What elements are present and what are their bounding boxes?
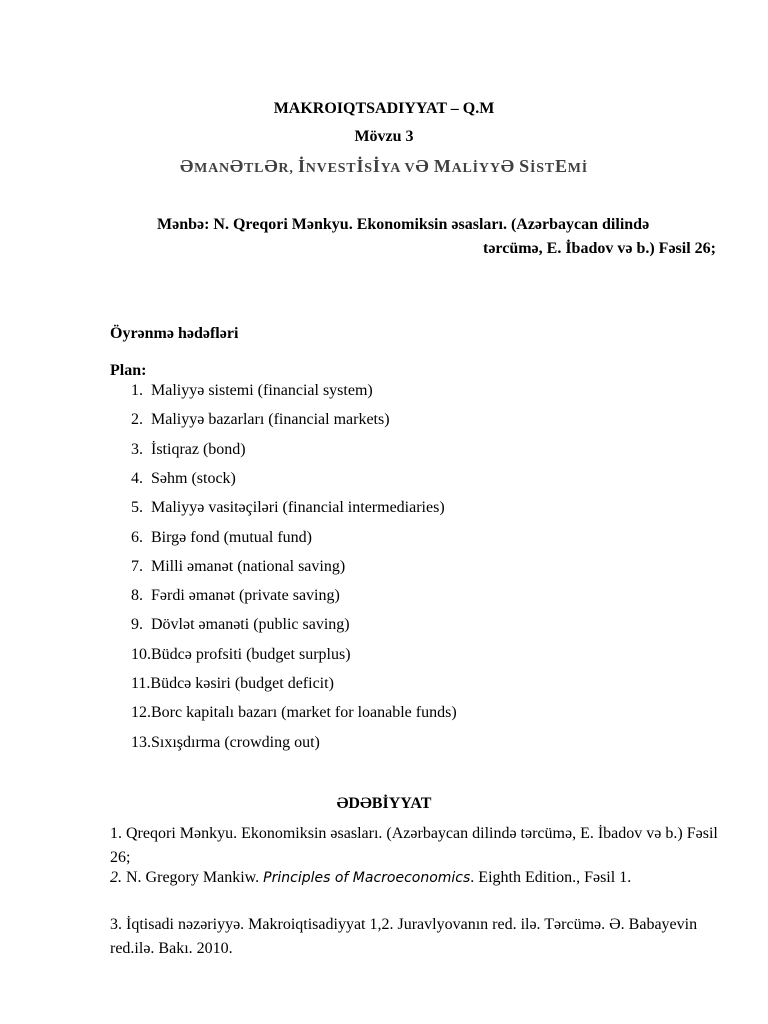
plan-item-text: Səhm (stock)	[151, 469, 236, 487]
plan-item	[131, 529, 312, 547]
plan-item-number: 5.	[131, 499, 143, 517]
plan-item	[131, 441, 246, 459]
reference-2-title: Principles of Macroeconomics	[263, 870, 471, 886]
topic-title-part: Ə	[264, 156, 279, 176]
plan-item	[131, 646, 351, 664]
plan-item-text: Maliyyə bazarları (financial markets)	[151, 411, 390, 429]
reference-2-rest: . Eighth Edition., Fəsil 1.	[470, 869, 632, 886]
plan-item-number: 1.	[131, 382, 143, 399]
topic-title-part: NVEST	[305, 161, 357, 176]
plan-item-text: Milli əmanət (national saving)	[151, 557, 346, 575]
plan-item	[131, 734, 320, 752]
topic-title-part: Ə	[179, 156, 195, 176]
plan-item	[131, 558, 345, 576]
plan-item	[131, 675, 334, 693]
topic-title-part: M	[433, 156, 452, 176]
reference-1: 1. Qreqori Mənkyu. Ekonomiksin əsasları. (Azərbaycan dilində tərcümə, E. İbadov və b.) Fəsil 26;	[110, 825, 718, 866]
plan-item-number: 3.	[131, 440, 143, 458]
plan-item-text: Maliyyə sistemi (financial system)	[151, 382, 373, 399]
plan-item-text: Fərdi əmanət (private saving)	[151, 587, 340, 605]
topic-title-part: S	[364, 161, 373, 176]
plan-item-number: 2.	[131, 411, 143, 429]
topic-number: Mövzu 3	[354, 128, 414, 145]
plan-item-text: Büdcə profsiti (budget surplus)	[151, 645, 351, 663]
plan-item-number: 8.	[131, 587, 143, 605]
topic-title-part: MAN	[194, 161, 230, 176]
reference-2-author: N. Gregory Mankiw.	[122, 869, 264, 886]
topic-title-part: S	[519, 156, 530, 176]
topic-title-part: ALİYY	[451, 161, 501, 176]
reference-2-number: 2.	[110, 869, 122, 886]
source-line-2: tərcümə, E. İbadov və b.) Fəsil 26;	[482, 240, 716, 257]
plan-item-text: İstiqraz (bond)	[151, 440, 246, 458]
plan-item-text: Sıxışdırma (crowding out)	[151, 733, 320, 751]
topic-title-part: İ	[297, 156, 306, 176]
plan-item	[131, 470, 236, 488]
topic-title	[0, 156, 768, 177]
topic-title-part: R,	[278, 161, 298, 176]
plan-item-number: 7.	[131, 557, 143, 575]
topic-title-part: İST	[529, 161, 555, 176]
topic-title-part: Ə	[229, 156, 245, 176]
plan-item-text: Dövlət əmanəti (public saving)	[151, 616, 350, 634]
plan-item	[131, 616, 350, 634]
topic-title-part: İ	[372, 156, 381, 176]
topic-title-part: Ə	[415, 156, 430, 176]
course-title: MAKROIQTSADIYYAT – Q.M	[273, 100, 495, 117]
plan-item-text: Maliyyə vasitəçiləri (financial intermediaries)	[151, 499, 445, 517]
reference-2	[110, 866, 720, 890]
plan-item	[131, 587, 340, 605]
plan-item-number: 4.	[131, 469, 143, 487]
plan-item-number: 6.	[131, 528, 143, 546]
plan-item-text: Birgə fond (mutual fund)	[151, 528, 313, 546]
plan-item-number: 10.	[131, 645, 151, 663]
plan-item-number: 12.	[131, 704, 151, 722]
plan-item	[131, 499, 445, 517]
plan-item	[131, 704, 457, 722]
plan-item-number: 11.	[131, 675, 151, 692]
topic-title-part: İ	[356, 156, 365, 176]
objectives-heading: Öyrənmə hədəfləri	[110, 325, 239, 342]
topic-title-part: Mİ	[567, 161, 589, 176]
plan-item-number: 9.	[131, 616, 143, 634]
topic-title-part: Ə	[500, 156, 515, 176]
plan-item	[131, 382, 373, 400]
topic-title-part: TL	[244, 161, 265, 176]
source-line-1: Mənbə: N. Qreqori Mənkyu. Ekonomiksin əsasları. (Azərbaycan dilində	[157, 216, 650, 233]
topic-title-part: E	[554, 156, 568, 176]
reference-3: 3. İqtisadi nəzəriyyə. Makroiqtisadiyyat 1,2. Juravlyovanın red. ilə. Tərcümə. Ə. Babayevin red.ilə. Bakı. 2010.	[110, 916, 698, 957]
plan-item	[131, 411, 390, 429]
literature-heading: ƏDƏBİYYAT	[336, 795, 432, 812]
plan-item-text: Borc kapitalı bazarı (market for loanable funds)	[151, 704, 457, 722]
plan-item-number: 13.	[131, 733, 151, 751]
plan-heading: Plan:	[110, 362, 147, 379]
plan-item-text: Büdcə kəsiri (budget deficit)	[150, 675, 334, 692]
topic-title-part: YA V	[380, 161, 416, 176]
